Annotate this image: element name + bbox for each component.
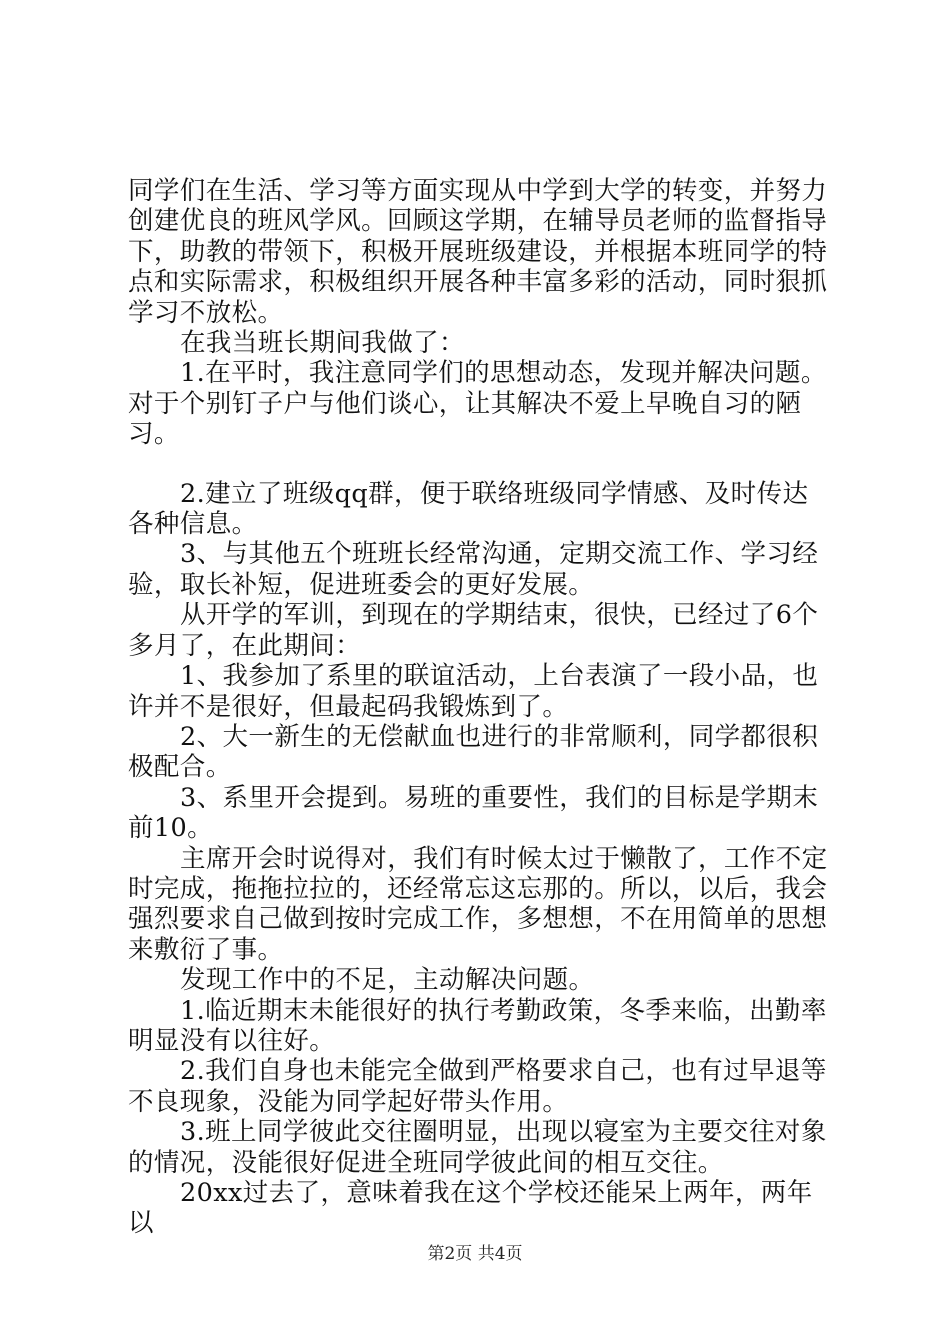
paragraph-semester-heading: 从开学的军训，到现在的学期结束，很快，已经过了6个多月了，在此期间： <box>128 600 819 661</box>
paragraph-intro: 同学们在生活、学习等方面实现从中学到大学的转变，并努力创建优良的班风学风。回顾这学期，在辅导员老师的监督指导下，助教的带领下，积极开展班级建设，并根据本班同学的特点和实际需求，积极组织开展各种丰富多彩的活动，同时狠抓学习不放松。 <box>128 176 828 328</box>
paragraph-closing: 20xx过去了，意味着我在这个学校还能呆上两年，两年以 <box>128 1178 813 1239</box>
paragraph-duty-1: 1.在平时，我注意同学们的思想动态，发现并解决问题。对于个别钉子户与他们谈心，让其解决不爱上早晚自习的陋习。 <box>128 358 827 450</box>
paragraph-activity-2: 2、大一新生的无偿献血也进行的非常顺利，同学都很积极配合。 <box>128 721 819 783</box>
paragraph-reflection: 主席开会时说得对，我们有时候太过于懒散了，工作不定时完成，拖拖拉拉的，还经常忘这忘那的。所以，以后，我会强烈要求自己做到按时完成工作，多想想，不在用简单的思想来敷衍了事。 <box>128 843 828 965</box>
paragraph-duty-3: 3、与其他五个班班长经常沟通，定期交流工作、学习经验，取长补短，促进班委会的更好发展。 <box>128 539 819 600</box>
document-body <box>128 176 828 1239</box>
paragraph-monitor-duties-heading: 在我当班长期间我做了： <box>180 328 465 359</box>
paragraph-shortcoming-3: 3.班上同学彼此交往圈明显，出现以寝室为主要交往对象的情况，没能很好促进全班同学彼此间的相互交往。 <box>128 1117 827 1178</box>
paragraph-shortcoming-2: 2.我们自身也未能完全做到严格要求自己，也有过早退等不良现象，没能为同学起好带头作用。 <box>128 1056 827 1117</box>
paragraph-activity-1: 1、我参加了系里的联谊活动，上台表演了一段小品，也许并不是很好，但最起码我锻炼到了。 <box>128 661 819 722</box>
page-number-footer: 第2页 共4页 <box>427 1244 523 1264</box>
paragraph-duty-2: 2.建立了班级qq群，便于联络班级同学情感、及时传达各种信息。 <box>128 478 809 540</box>
paragraph-shortcoming-1: 1.临近期末未能很好的执行考勤政策，冬季来临，出勤率明显没有以往好。 <box>128 995 827 1056</box>
paragraph-activity-3: 3、系里开会提到。易班的重要性，我们的目标是学期末前10。 <box>128 782 819 844</box>
paragraph-shortcomings-heading: 发现工作中的不足，主动解决问题。 <box>180 965 595 996</box>
